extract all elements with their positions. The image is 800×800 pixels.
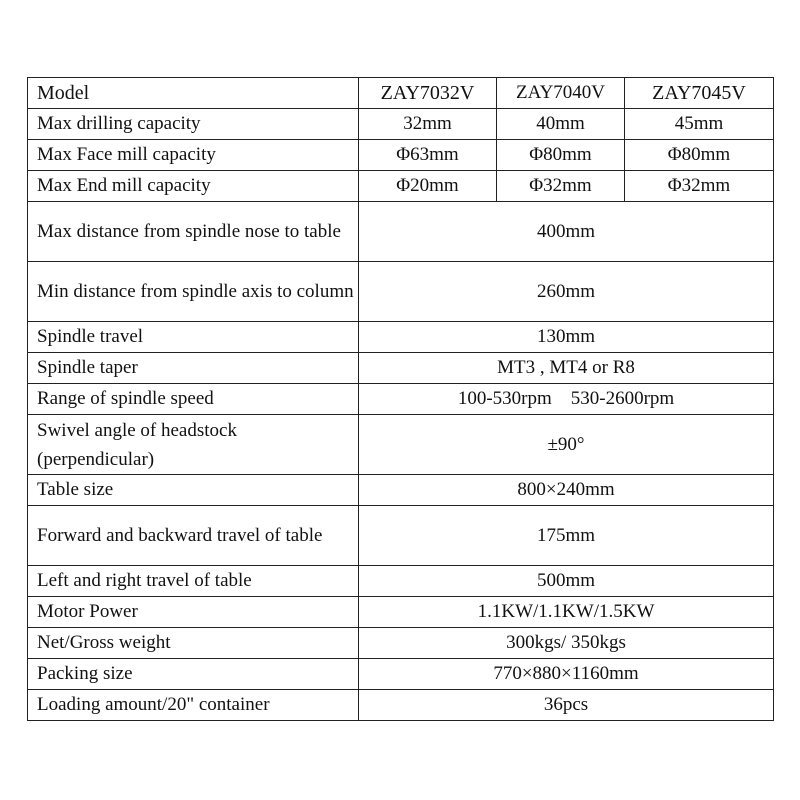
table-row [28,384,774,415]
model-name: ZAY7045V [625,78,774,109]
cell-value: Φ80mm [625,140,774,171]
row-label: Forward and backward travel of table [28,506,359,566]
table-row [28,690,774,721]
table-row [28,566,774,597]
table-row [28,171,774,202]
row-label: Range of spindle speed [28,384,359,415]
cell-value: ±90° [359,415,774,475]
row-label: Motor Power [28,597,359,628]
row-label: Spindle taper [28,353,359,384]
row-label: Max drilling capacity [28,109,359,140]
cell-value: 400mm [359,202,774,262]
cell-value: 260mm [359,262,774,322]
cell-value: Φ32mm [625,171,774,202]
row-label: Max distance from spindle nose to table [28,202,359,262]
table-row [28,262,774,322]
cell-value: Φ63mm [359,140,497,171]
header-label: Model [28,78,359,109]
spec-table [27,77,774,721]
table-row [28,353,774,384]
cell-value: 36pcs [359,690,774,721]
row-label: Min distance from spindle axis to column [28,262,359,322]
cell-value: 800×240mm [359,475,774,506]
table-row [28,109,774,140]
row-label: Max End mill capacity [28,171,359,202]
cell-value: 45mm [625,109,774,140]
table-row [28,322,774,353]
row-label: Packing size [28,659,359,690]
cell-value: 175mm [359,506,774,566]
row-label: Max Face mill capacity [28,140,359,171]
table-row [28,597,774,628]
cell-value: 40mm [497,109,625,140]
cell-value: Φ20mm [359,171,497,202]
model-name: ZAY7032V [359,78,497,109]
row-label: Table size [28,475,359,506]
model-name: ZAY7040V [497,78,625,109]
row-label: Loading amount/20" container [28,690,359,721]
cell-value: 300kgs/ 350kgs [359,628,774,659]
table-row [28,475,774,506]
cell-value: 1.1KW/1.1KW/1.5KW [359,597,774,628]
row-label: Net/Gross weight [28,628,359,659]
table-row [28,415,774,475]
cell-value: MT3 , MT4 or R8 [359,353,774,384]
header-row [28,78,774,109]
cell-value: Φ80mm [497,140,625,171]
table-row [28,140,774,171]
table-row [28,202,774,262]
cell-value: Φ32mm [497,171,625,202]
table-row [28,628,774,659]
table-row [28,506,774,566]
cell-value: 100-530rpm 530-2600rpm [359,384,774,415]
cell-value: 500mm [359,566,774,597]
cell-value: 130mm [359,322,774,353]
row-label: Swivel angle of headstock (perpendicular) [28,415,359,475]
row-label: Spindle travel [28,322,359,353]
row-label: Left and right travel of table [28,566,359,597]
cell-value: 32mm [359,109,497,140]
table-row [28,659,774,690]
cell-value: 770×880×1160mm [359,659,774,690]
